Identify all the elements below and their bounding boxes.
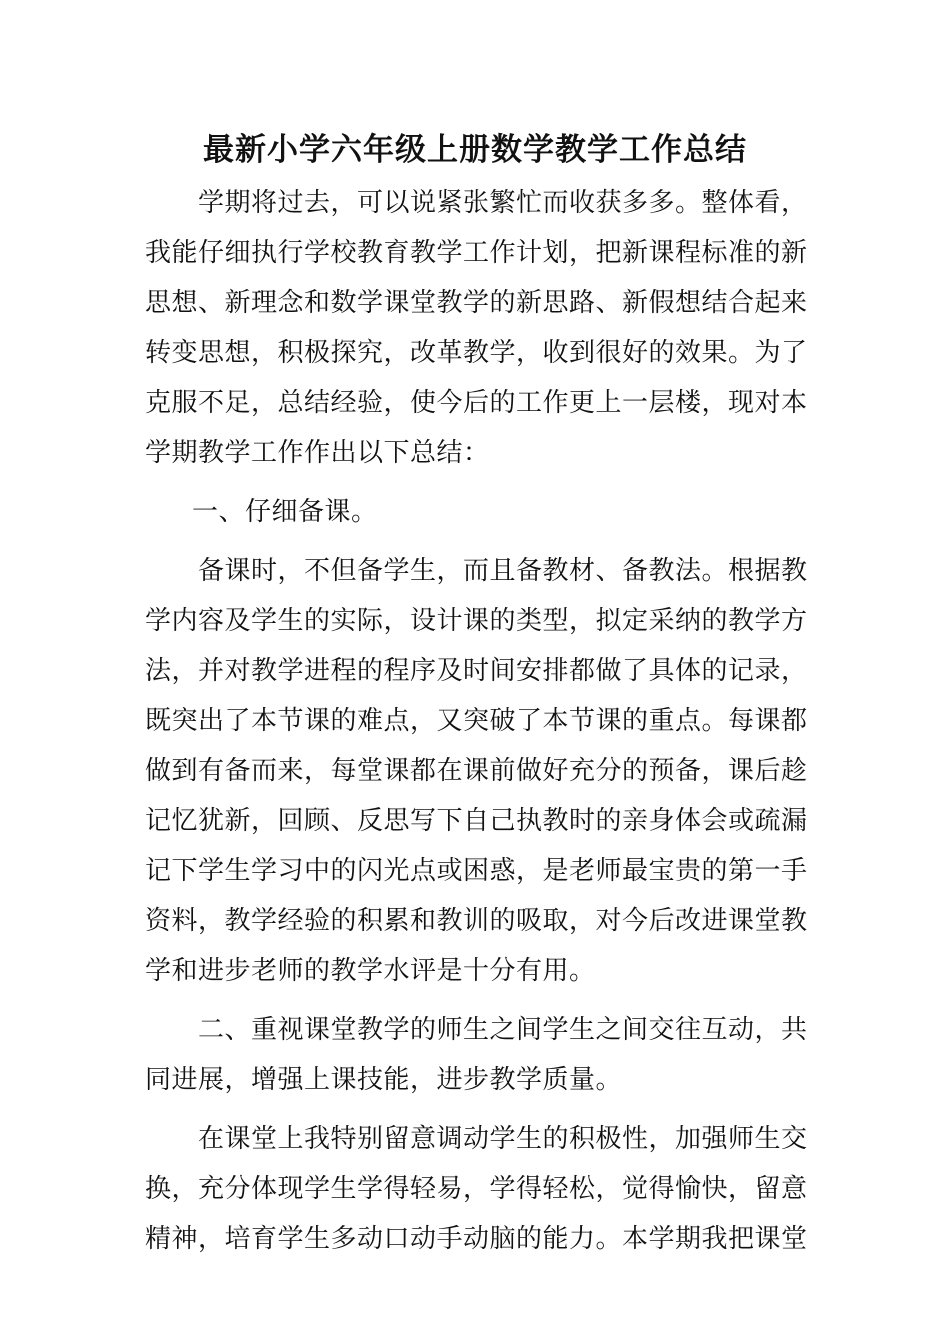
text-line: 转变思想，积极探究，改革教学，收到很好的效果。为了	[145, 338, 808, 368]
text-line: 思想、新理念和数学课堂教学的新思路、新假想结合起来	[145, 288, 808, 318]
paragraph-classroom	[145, 1114, 810, 1264]
text-line: 同进展，增强上课技能，进步教学质量。	[145, 1065, 623, 1095]
text-line: 精神，培育学生多动口动手动脑的能力。本学期我把课堂	[145, 1224, 808, 1254]
text-line: 换，充分体现学生学得轻易，学得轻松，觉得愉快，留意	[145, 1174, 808, 1204]
text-line: 记忆犹新，回顾、反思写下自己执教时的亲身体会或疏漏	[145, 806, 808, 836]
paragraph-lesson-prep	[145, 546, 810, 996]
text-line: 既突出了本节课的难点，又突破了本节课的重点。每课都	[145, 706, 808, 736]
paragraph-interaction	[145, 1005, 810, 1105]
text-line: 资料，教学经验的积累和教训的吸取，对今后改进课堂教	[145, 906, 808, 936]
text-line: 我能仔细执行学校教育教学工作计划，把新课程标准的新	[145, 238, 808, 268]
paragraph-intro	[145, 178, 810, 478]
text-line: 学期教学工作作出以下总结：	[145, 438, 490, 468]
text-line: 学和进步老师的教学水评是十分有用。	[145, 956, 596, 986]
text-line: 记下学生学习中的闪光点或困惑，是老师最宝贵的第一手	[145, 856, 808, 886]
document-body	[145, 178, 810, 1264]
section-heading-1	[145, 487, 810, 537]
text-line: 克服不足，总结经验，使今后的工作更上一层楼，现对本	[145, 388, 808, 418]
text-line: 备课时，不但备学生，而且备教材、备教法。根据教	[198, 556, 808, 586]
text-line: 做到有备而来，每堂课都在课前做好充分的预备，课后趁	[145, 756, 808, 786]
text-line: 学内容及学生的实际，设计课的类型，拟定采纳的教学方	[145, 606, 808, 636]
text-line: 在课堂上我特别留意调动学生的积极性，加强师生交	[198, 1124, 808, 1154]
text-line: 二、重视课堂教学的师生之间学生之间交往互动，共	[198, 1015, 808, 1045]
section-heading: 一、仔细备课。	[192, 497, 378, 527]
text-line: 法，并对教学进程的程序及时间安排都做了具体的记录，	[145, 656, 808, 686]
text-line: 学期将过去，可以说紧张繁忙而收获多多。整体看，	[198, 188, 808, 218]
document-title: 最新小学六年级上册数学教学工作总结	[203, 132, 747, 168]
